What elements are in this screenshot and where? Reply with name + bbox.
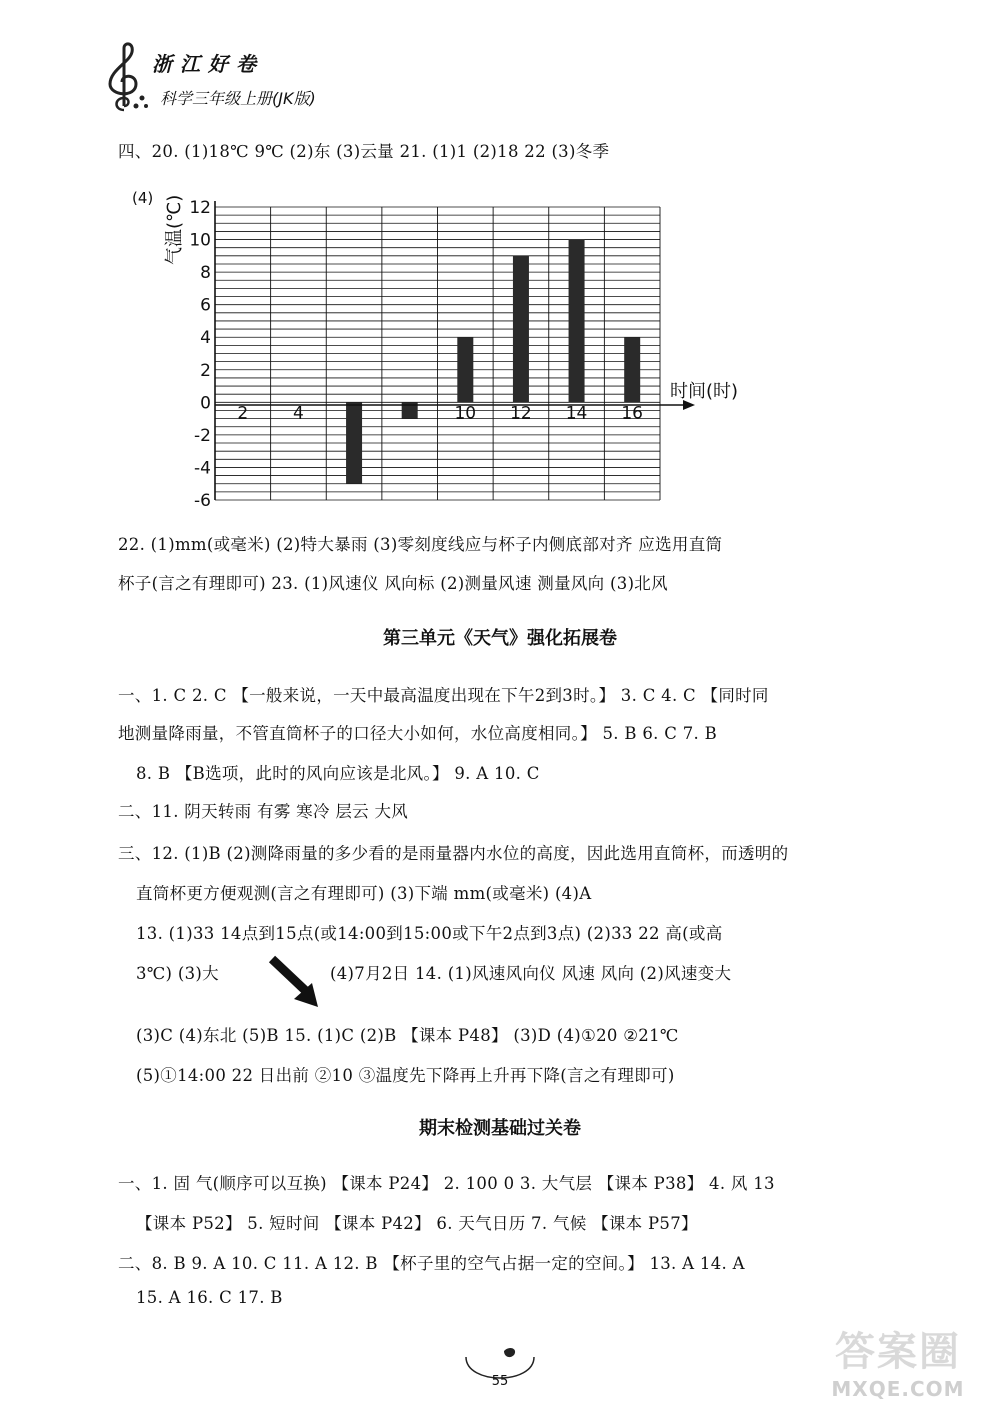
page-number: 55 bbox=[491, 1374, 509, 1389]
answer-line-7: 二、11. 阴天转雨 有雾 寒冷 层云 大风 bbox=[118, 802, 409, 821]
y-tick-label: 8 bbox=[200, 263, 211, 284]
y-tick-label: 0 bbox=[200, 393, 211, 414]
answer-line-6: 8. B 【B选项，此时的风向应该是北风。】 9. A 10. C bbox=[136, 764, 540, 783]
y-tick-label: 6 bbox=[200, 295, 211, 316]
section-heading-unit3: 第三单元《天气》强化拓展卷 bbox=[383, 628, 617, 649]
bar-12 bbox=[513, 256, 529, 403]
answer-line-8: 三、12. (1)B (2)测降雨量的多少看的是雨量器内水位的高度，因此选用直筒杯，而透明的 bbox=[118, 844, 789, 863]
answer-line-15: 【课本 P52】 5. 短时间 【课本 P42】 6. 天气日历 7. 气候 【课本 P57】 bbox=[136, 1214, 698, 1233]
logo bbox=[100, 40, 380, 120]
answer-line-4: 一、1. C 2. C 【一般来说，一天中最高温度出现在下午2到3时。】 3. C 4. C 【同时同 bbox=[118, 686, 769, 705]
y-tick-label: 2 bbox=[200, 360, 211, 381]
x-tick-label: 4 bbox=[293, 403, 304, 424]
y-tick-label: 4 bbox=[200, 328, 211, 349]
answer-line-10: 13. (1)33 14点到15点(或14:00到15:00或下午2点到3点) (2)33 22 高(或高 bbox=[136, 924, 723, 943]
temperature-bar-chart bbox=[130, 185, 770, 515]
answer-line-11a: 3℃) (3)大 bbox=[136, 964, 219, 983]
answer-line-11b: (4)7月2日 14. (1)风速风向仪 风速 风向 (2)风速变大 bbox=[330, 964, 732, 983]
answer-line-2: 22. (1)mm(或毫米) (2)特大暴雨 (3)零刻度线应与杯子内侧底部对齐 应选用直筒 bbox=[118, 535, 723, 554]
answer-line-16: 二、8. B 9. A 10. C 11. A 12. B 【杯子里的空气占据一定的空间。】 13. A 14. A bbox=[118, 1254, 745, 1273]
y-axis-title: 气温(℃) bbox=[164, 194, 185, 265]
section-heading-final: 期末检测基础过关卷 bbox=[419, 1118, 581, 1139]
x-tick-label: 2 bbox=[237, 403, 249, 424]
treble-clef-icon bbox=[100, 40, 150, 115]
y-tick-label: -6 bbox=[194, 491, 211, 511]
answer-line-13: (5)①14:00 22 日出前 ②10 ③温度先下降再上升再下降(言之有理即可) bbox=[136, 1066, 675, 1085]
watermark-logo-text: 答案圈 bbox=[835, 1329, 961, 1375]
bar-10 bbox=[457, 337, 473, 402]
watermark-url: MXQE.COM bbox=[831, 1377, 965, 1401]
book-subtitle: 科学三年级上册(JK版) bbox=[160, 89, 316, 108]
bar-14 bbox=[569, 240, 585, 403]
answer-line-3: 杯子(言之有理即可) 23. (1)风速仪 风向标 (2)测量风速 测量风向 (3)北风 bbox=[118, 574, 668, 593]
answer-line-5: 地测量降雨量，不管直筒杯子的口径大小如何，水位高度相同。】 5. B 6. C 7. B bbox=[118, 724, 718, 743]
y-tick-label: 10 bbox=[189, 230, 211, 251]
answer-line-17: 15. A 16. C 17. B bbox=[136, 1288, 283, 1307]
y-tick-label: -4 bbox=[194, 458, 211, 479]
answer-line-12: (3)C (4)东北 (5)B 15. (1)C (2)B 【课本 P48】 (3)D (4)①20 ②21℃ bbox=[136, 1026, 679, 1045]
x-tick-label: 14 bbox=[565, 403, 588, 424]
bar-16 bbox=[624, 337, 640, 402]
x-tick-label: 10 bbox=[454, 403, 477, 424]
series-title: 浙江好卷 bbox=[152, 52, 264, 76]
x-tick-label: 16 bbox=[621, 403, 644, 424]
answer-line-14: 一、1. 固 气(顺序可以互换) 【课本 P24】 2. 100 0 3. 大气层 【课本 P38】 4. 风 13 bbox=[118, 1174, 775, 1193]
y-tick-label: 12 bbox=[189, 198, 211, 218]
answer-line-9: 直筒杯更方便观测(言之有理即可) (3)下端 mm(或毫米) (4)A bbox=[136, 884, 592, 903]
arrow-mark-icon bbox=[268, 955, 328, 1015]
y-tick-label: -2 bbox=[194, 425, 211, 446]
bar-6 bbox=[346, 402, 362, 483]
x-tick-label: 12 bbox=[510, 403, 532, 424]
watermark bbox=[818, 1320, 978, 1401]
chart-part-label: (4) bbox=[132, 189, 154, 207]
x-axis-title: 时间(时) bbox=[670, 381, 739, 402]
answer-line-1: 四、20. (1)18℃ 9℃ (2)东 (3)云量 21. (1)1 (2)18 22 (3)冬季 bbox=[118, 142, 610, 161]
